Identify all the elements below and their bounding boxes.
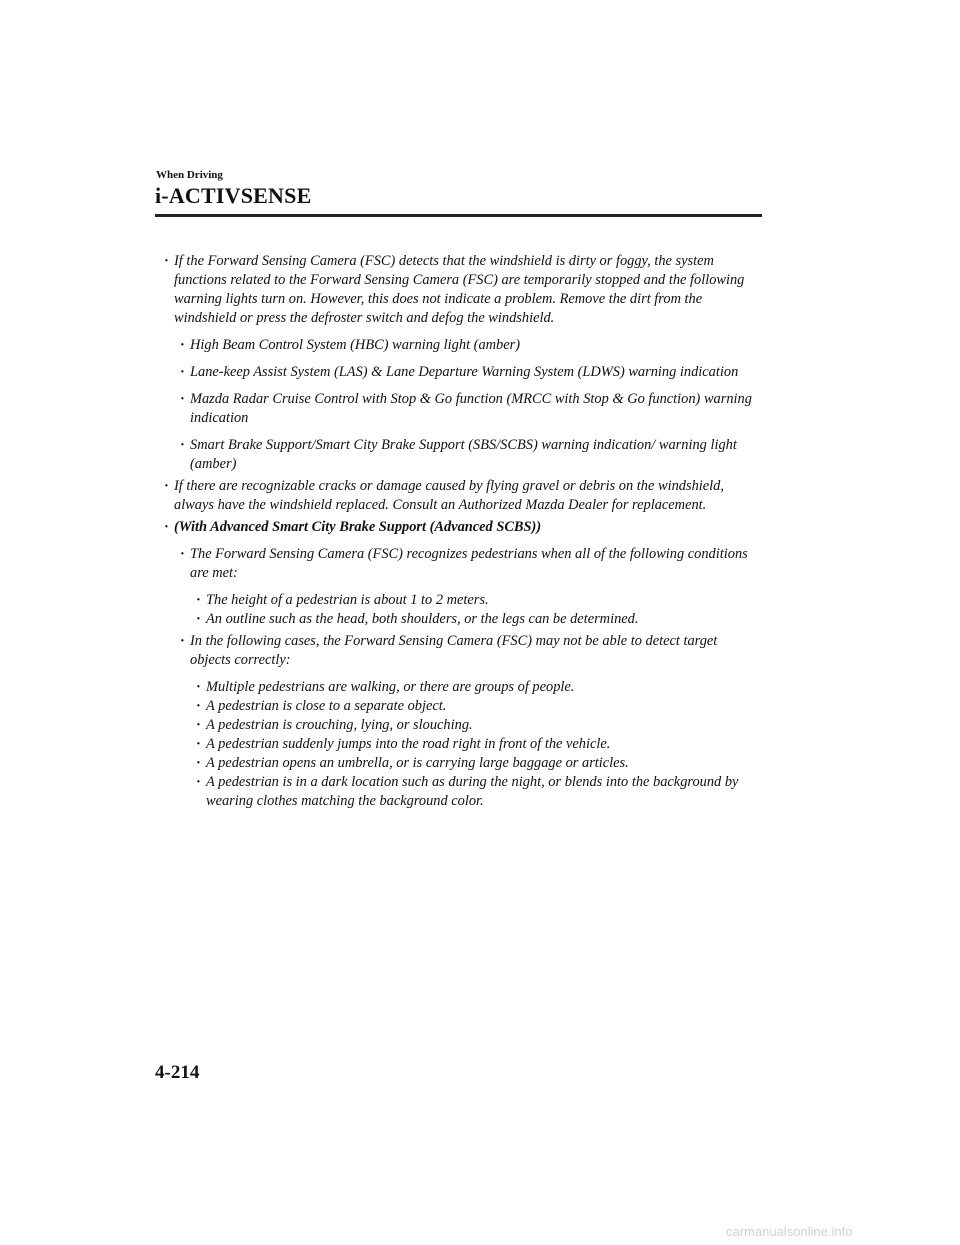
watermark: carmanualsonline.info — [726, 1224, 853, 1239]
bullet-item: · Multiple pedestrians are walking, or there are groups of people. — [188, 678, 756, 697]
bullet-item: · In the following cases, the Forward Sensing Camera (FSC) may not be able to detect target objects correctly: — [172, 632, 756, 670]
bullet-item: · If there are recognizable cracks or damage caused by flying gravel or debris on the windshield, always have the windshield replaced. Consult an Authorized Mazda Dealer for replacement. — [156, 477, 756, 515]
bullet-item: · The Forward Sensing Camera (FSC) recognizes pedestrians when all of the following conditions are met: — [172, 545, 756, 583]
section-title: i-ACTIVSENSE — [155, 183, 312, 208]
page-number: 4-214 — [155, 1062, 200, 1083]
bullet-item: · Smart Brake Support/Smart City Brake Support (SBS/SCBS) warning indication/ warning light (amber) — [172, 436, 756, 474]
bullet-item: · An outline such as the head, both shoulders, or the legs can be determined. — [188, 610, 756, 629]
bullet-item: · (With Advanced Smart City Brake Support (Advanced SCBS)) — [156, 518, 756, 537]
bullet-item: · The height of a pedestrian is about 1 to 2 meters. — [188, 591, 756, 610]
content-body — [156, 252, 756, 811]
bullet-item: · A pedestrian is crouching, lying, or slouching. — [188, 716, 756, 735]
header-rule — [155, 214, 762, 217]
bullet-item: · A pedestrian opens an umbrella, or is carrying large baggage or articles. — [188, 754, 756, 773]
bullet-item: · A pedestrian is close to a separate object. — [188, 697, 756, 716]
bullet-item: · High Beam Control System (HBC) warning light (amber) — [172, 336, 756, 355]
bullet-item: · Mazda Radar Cruise Control with Stop & Go function (MRCC with Stop & Go function) warning indication — [172, 390, 756, 428]
bullet-item: · A pedestrian is in a dark location such as during the night, or blends into the background by wearing clothes matching the background color. — [188, 773, 756, 811]
bullet-item: · Lane-keep Assist System (LAS) & Lane Departure Warning System (LDWS) warning indication — [172, 363, 756, 382]
bullet-item: · A pedestrian suddenly jumps into the road right in front of the vehicle. — [188, 735, 756, 754]
bullet-item: · If the Forward Sensing Camera (FSC) detects that the windshield is dirty or foggy, the system functions related to the Forward Sensing Camera (FSC) are temporarily stopped and the following warning lights turn on. However, this does not indicate a problem. Remove the dirt from the windshield or press the defroster switch and defog the windshield. — [156, 252, 756, 328]
section-label: When Driving — [156, 169, 223, 181]
